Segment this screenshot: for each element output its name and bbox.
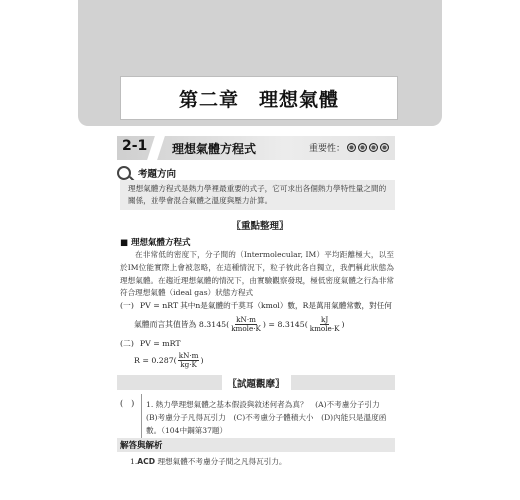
- equation-2-label: (二): [120, 339, 134, 348]
- equation-1-line: [120, 300, 392, 311]
- circled-dot-icon: [347, 143, 356, 152]
- circled-dot-icon: [369, 143, 378, 152]
- importance-rating: [309, 141, 389, 154]
- focus-heading: [117, 166, 176, 180]
- equation-2-constant: [134, 352, 204, 369]
- circled-dot-icon: [380, 143, 389, 152]
- fraction-1: [230, 316, 262, 333]
- answer-header-label: 解答與解析: [120, 441, 163, 451]
- focus-text: 理想氣體方程式是熱力學裡最重要的式子，它可求出各個熱力學特性量之間的關係，並學會混合氣體之溫度與壓力計算。: [128, 184, 387, 205]
- section-number: 2-1: [122, 138, 148, 154]
- r-prefix: R = 0.287(: [134, 356, 177, 365]
- constant-prefix: 氣體而言其值皆為 8.3145(: [134, 320, 230, 329]
- fraction-2: [309, 316, 341, 333]
- fraction-1-num: kN·m: [236, 315, 256, 324]
- equation-1-desc: 其中n是氣體的千莫耳（kmol）數，R是萬用氣體常數，對任何: [180, 301, 392, 310]
- chapter-title-box: [120, 76, 398, 120]
- fraction-2-num: kJ: [321, 315, 329, 324]
- fraction-2-den: kmole·K: [309, 324, 340, 333]
- chapter-title: 第二章 理想氣體: [178, 88, 339, 111]
- exam-header-label: 〖試題觀摩〗: [227, 378, 285, 390]
- equation-2-line: [120, 338, 181, 349]
- answer-header: [117, 438, 395, 452]
- equation-1-constant: [134, 316, 345, 333]
- constant-end: ): [341, 320, 345, 329]
- constant-mid: ) = 8.3145(: [262, 320, 308, 329]
- focus-label: 考題方向: [138, 169, 177, 180]
- answer-explanation: 理想氣體不考慮分子間之凡得瓦引力。: [157, 457, 287, 466]
- exam-header: [117, 375, 395, 390]
- equation-2-formula: PV = mRT: [139, 339, 181, 348]
- equation-1-label: (一): [120, 301, 134, 310]
- focus-box: [120, 180, 395, 210]
- answer-line: [130, 456, 287, 467]
- section-title: 理想氣體方程式: [172, 142, 257, 156]
- ideal-gas-heading: ■ 理想氣體方程式: [120, 238, 191, 248]
- fraction-3-den: kg·K: [180, 360, 197, 369]
- section-header: [117, 136, 395, 160]
- equation-1-formula: PV = nRT: [139, 301, 179, 310]
- magnifier-icon: [117, 166, 131, 180]
- ideal-gas-paragraph: 在非常低的密度下，分子間的（Intermolecular, IM）平均距離極大，以至於IM位能實際上會被忽略，在這種情況下，粒子彼此各自獨立，我們稱此狀態為理想氣體。在趨近理想氣體的情況下，由實驗觀察發現，極低密度氣體之行為非常符合理想氣體（ideal gas）狀態方程式: [120, 250, 394, 298]
- fraction-3-num: kN·m: [178, 351, 199, 360]
- circled-dot-icon: [358, 143, 367, 152]
- answer-bracket: ( ): [120, 399, 135, 408]
- answer-key: ACD: [137, 457, 156, 466]
- fraction-1-den: kmole·K: [231, 324, 261, 333]
- answer-number: 1.: [130, 457, 138, 466]
- importance-label: 重要性：: [308, 144, 345, 154]
- question-text: 1. 熱力學理想氣體之基本假設與敘述何者為真？ (A)不考慮分子引力 (B)考慮分子凡得瓦引力 (C)不考慮分子體積大小 (D)內能只是溫度函數。（104中鋼第37題）: [146, 400, 388, 435]
- fraction-3: [178, 352, 200, 369]
- key-points-header: 〖重點整理〗: [231, 221, 289, 232]
- r-end: ): [200, 356, 204, 365]
- section-divider: [147, 136, 165, 160]
